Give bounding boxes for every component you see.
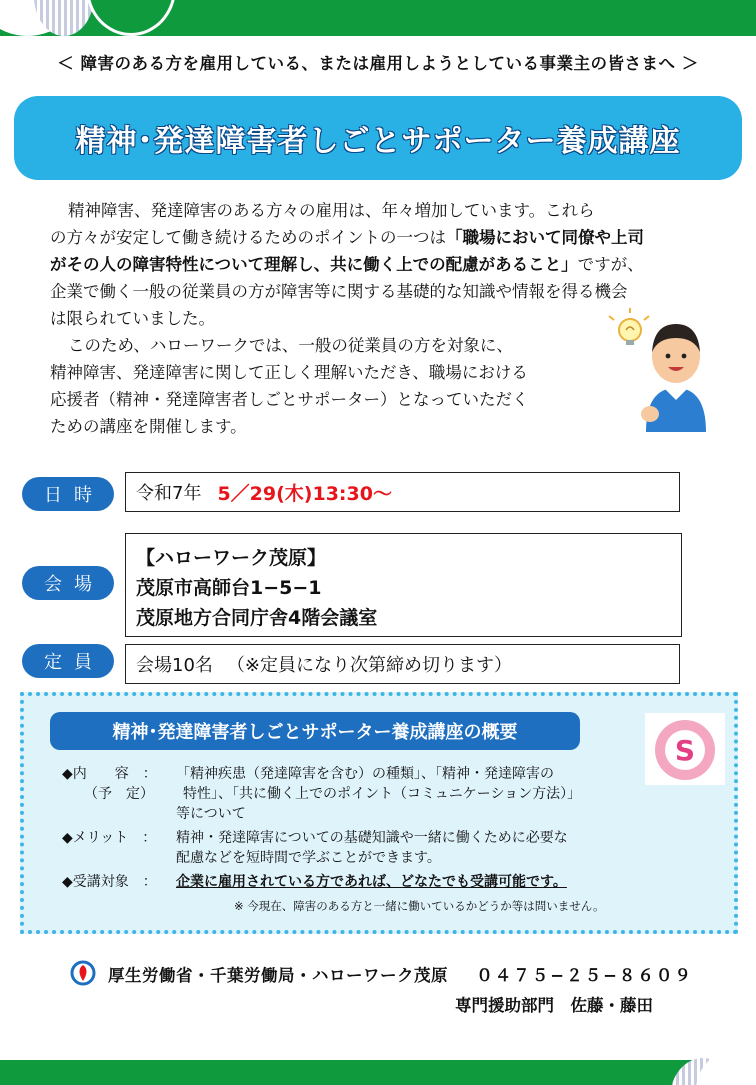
intro-line: の方々が安定して働き続けるためのポイントの一つは「職場において同僚や上司 — [50, 228, 644, 247]
intro-line: 精神障害、発達障害のある方々の雇用は、年々増加しています。これら — [68, 201, 595, 220]
target-note: ※ 今現在、障害のある方と一緒に働いているかどうか等は問いません。 — [234, 899, 605, 913]
content-sub-label: （予 定） — [84, 786, 154, 802]
venue-label: 会場 — [22, 566, 114, 600]
content-line: 等について — [176, 806, 246, 822]
date-box — [125, 472, 680, 512]
footer-contact-dept: 専門援助部門 佐藤・藤田 — [455, 996, 653, 1015]
footer-phone: ０４７５−２５−８６０９ — [476, 966, 693, 985]
date-value: 5／29(木)13:30～ — [217, 482, 392, 505]
intro-line: は限られていました。 — [50, 309, 215, 328]
intro-line: がその人の障害特性について理解し、共に働く上での配慮があること」ですが、 — [50, 255, 644, 274]
intro-line: 企業で働く一般の従業員の方が障害等に関する基礎的な知識や情報を得る機会 — [50, 282, 628, 301]
svg-text:S: S — [674, 734, 696, 767]
capacity-note: （※定員になり次第締め切ります） — [226, 655, 512, 676]
venue-line: 茂原市高師台1−5−1 — [136, 577, 322, 599]
mhlw-logo-icon — [70, 960, 96, 986]
intro-line: ための講座を開催します。 — [50, 417, 247, 436]
content-line: 特性」、「共に働く上でのポイント（コミュニケーション方法）」 — [183, 786, 582, 802]
title-banner — [14, 96, 742, 180]
overview-heading: 精神･発達障害者しごとサポーター養成講座の概要 — [50, 712, 580, 750]
target-audience-subtitle: ＜ 障害のある方を雇用している、または雇用しようとしている事業主の皆さまへ ＞ — [57, 54, 699, 73]
date-label: 日時 — [22, 477, 114, 511]
target-label: ◆受講対象 ： — [62, 874, 157, 890]
capacity-box — [125, 644, 680, 684]
intro-line: 精神障害、発達障害に関して正しく理解いただき、職場における — [50, 363, 528, 382]
venue-line: 【ハローワーク茂原】 — [136, 547, 327, 569]
merit-label: ◆メリット ： — [62, 830, 157, 846]
venue-line: 茂原地方合同庁舎4階会議室 — [136, 607, 378, 629]
venue-box — [125, 533, 682, 637]
merit-line: 精神・発達障害についての基礎知識や一緒に働くために必要な — [176, 830, 568, 846]
intro-line: このため、ハローワークでは、一般の従業員の方を対象に、 — [68, 336, 513, 355]
footer-organization — [108, 962, 693, 986]
bottom-green-bar — [0, 1060, 756, 1085]
supporter-logo — [645, 713, 725, 785]
capacity-label: 定員 — [22, 644, 114, 678]
merit-line: 配慮などを短時間で学ぶことができます。 — [176, 850, 441, 866]
content-label: ◆内 容 ： — [62, 766, 157, 782]
content-line: 「精神疾患（発達障害を含む）の種類」、「精神・発達障害の — [176, 766, 554, 782]
date-era: 令和7年 — [136, 483, 202, 504]
man-lightbulb-illustration — [608, 308, 718, 434]
target-value: 企業に雇用されている方であれば、どなたでも受講可能です。 — [176, 874, 567, 890]
capacity-value: 会場10名 — [136, 655, 213, 676]
page-title: 精神･発達障害者しごとサポーター養成講座 — [75, 124, 681, 159]
footer-org-name: 厚生労働省・千葉労働局・ハローワーク茂原 — [108, 966, 448, 985]
bottom-right-white-circle — [696, 1050, 756, 1085]
intro-line: 応援者（精神・発達障害者しごとサポーター）となっていただく — [50, 390, 529, 409]
